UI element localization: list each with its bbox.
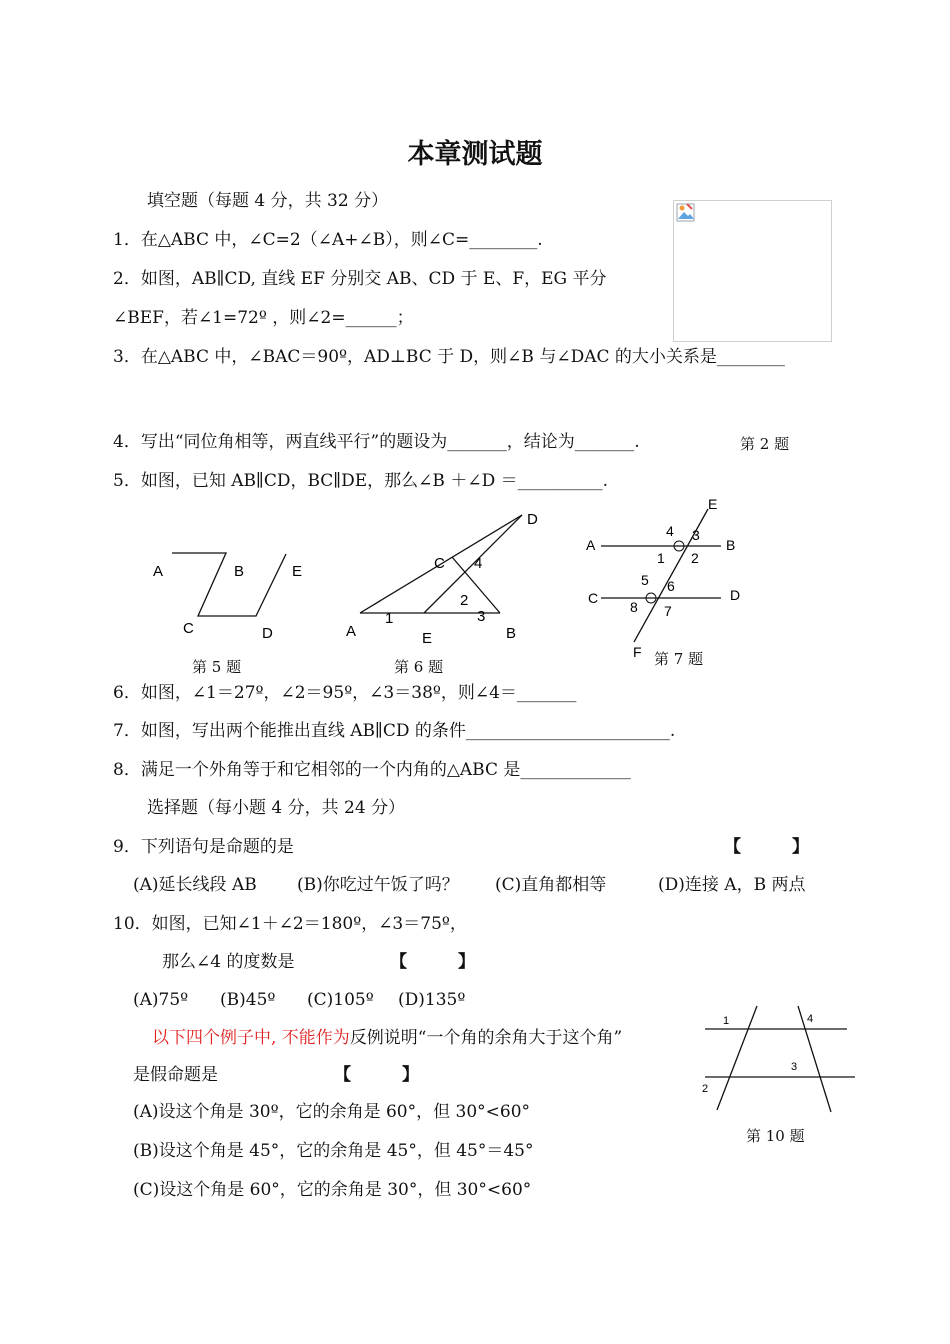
question-10-option-c: (C)105º	[307, 990, 374, 1010]
question-11-answer-bracket: 【 】	[334, 1065, 419, 1085]
fig7-label-c: C	[588, 590, 599, 606]
question-1: 1．在△ABC 中，∠C=2（∠A+∠B），则∠C=________.	[113, 230, 543, 250]
question-10-line1: 10．如图，已知∠1＋∠2＝180º，∠3＝75º，	[113, 914, 467, 934]
question-10-answer-bracket: 【 】	[390, 952, 475, 972]
figure-2-caption: 第 2 题	[740, 435, 790, 453]
fig10-label-2: 2	[702, 1083, 709, 1095]
question-8: 8．满足一个外角等于和它相邻的一个内角的△ABC 是_____________	[113, 760, 631, 780]
question-2-line2: ∠BEF，若∠1=72º ，则∠2=______；	[113, 308, 414, 328]
fig7-label-a: A	[586, 537, 596, 553]
question-3: 3．在△ABC 中，∠BAC＝90º，AD⊥BC 于 D，则∠B 与∠DAC 的大小关系是________	[113, 347, 785, 367]
fig10-transversal-right	[798, 1006, 831, 1112]
figure-10-caption: 第 10 题	[746, 1127, 805, 1145]
question-9-option-c: (C)直角都相等	[495, 875, 607, 895]
figure-7-caption: 第 7 题	[654, 650, 704, 668]
fig7-label-1: 1	[657, 550, 665, 566]
fig7-label-b: B	[726, 537, 736, 553]
fig7-label-8: 8	[630, 599, 638, 615]
question-11-line2: 是假命题是	[133, 1065, 218, 1085]
broken-image-icon	[676, 203, 696, 223]
fig5-zigzag-line	[172, 553, 286, 616]
question-9: 9．下列语句是命题的是	[113, 837, 294, 857]
page-title: 本章测试题	[407, 139, 543, 170]
question-11-text: 反例说明“一个角的余角大于这个角”	[349, 1028, 623, 1048]
question-10-option-d: (D)135º	[398, 990, 466, 1010]
question-7: 7．如图，写出两个能推出直线 AB∥CD 的条件________________________.	[113, 721, 676, 741]
fig6-label-e: E	[422, 630, 433, 647]
fig6-label-1: 1	[385, 610, 394, 627]
fig6-label-a: A	[346, 623, 357, 640]
section-choice-heading: 选择题（每小题 4 分，共 24 分）	[147, 798, 406, 818]
fig6-label-4: 4	[474, 555, 483, 572]
figure-6-caption: 第 6 题	[394, 658, 444, 676]
figure-5-diagram	[140, 540, 320, 650]
fig10-label-1: 1	[723, 1015, 730, 1027]
fig7-label-5: 5	[641, 572, 649, 588]
fig7-label-d: D	[730, 587, 741, 603]
fig5-label-d: D	[262, 625, 273, 642]
question-5: 5．如图，已知 AB∥CD，BC∥DE，那么∠B ＋∠D ＝__________.	[113, 471, 609, 491]
fig7-label-2: 2	[691, 550, 699, 566]
figure-7-diagram	[578, 492, 748, 662]
question-2-line1: 2．如图，AB∥CD, 直线 EF 分别交 AB、CD 于 E、F，EG 平分	[113, 269, 607, 289]
fig6-label-d: D	[527, 511, 538, 528]
question-11-line1	[152, 1027, 622, 1049]
figure-10-diagram	[695, 1000, 865, 1120]
fig7-label-7: 7	[664, 603, 672, 619]
figure-6-diagram	[340, 505, 550, 650]
fig5-label-b: B	[234, 563, 245, 580]
fig5-label-c: C	[183, 620, 194, 637]
question-11-option-a: (A)设这个角是 30º，它的余角是 60°，但 30°<60°	[133, 1102, 531, 1122]
fig10-label-3: 3	[791, 1061, 798, 1073]
question-9-option-b: (B)你吃过午饭了吗？	[297, 875, 459, 895]
fig10-label-4: 4	[807, 1013, 814, 1025]
fig5-label-a: A	[153, 563, 164, 580]
figure-2-image	[673, 200, 832, 342]
fig6-label-b: B	[506, 625, 517, 642]
question-11-red-text: 以下四个例子中, 不能作为	[152, 1028, 350, 1048]
fig6-label-c: C	[434, 555, 445, 572]
question-4: 4．写出“同位角相等，两直线平行”的题设为_______，结论为_______.	[113, 432, 640, 452]
question-11-option-c: (C)设这个角是 60°，它的余角是 30°，但 30°<60°	[133, 1180, 532, 1200]
fig7-label-e: E	[708, 496, 718, 512]
fig7-label-f: F	[633, 644, 642, 660]
question-9-answer-bracket: 【 】	[724, 837, 809, 857]
fig6-label-2: 2	[460, 592, 469, 609]
question-10-line2: 那么∠4 的度数是	[162, 952, 295, 972]
fig7-label-6: 6	[667, 578, 675, 594]
question-11-option-b: (B)设这个角是 45°，它的余角是 45°，但 45°＝45°	[133, 1141, 534, 1161]
fig5-label-e: E	[292, 563, 303, 580]
question-10-option-b: (B)45º	[220, 990, 276, 1010]
fig6-label-3: 3	[477, 608, 486, 625]
question-9-option-a: (A)延长线段 AB	[133, 875, 257, 895]
fig7-label-4: 4	[666, 523, 674, 539]
fig7-label-3: 3	[692, 527, 700, 543]
question-6: 6．如图，∠1＝27º，∠2＝95º，∠3＝38º，则∠4＝_______	[113, 683, 577, 703]
figure-5-caption: 第 5 题	[192, 658, 242, 676]
question-9-option-d: (D)连接 A，B 两点	[658, 875, 806, 895]
section-fill-blank-heading: 填空题（每题 4 分，共 32 分）	[147, 191, 389, 211]
question-10-option-a: (A)75º	[133, 990, 189, 1010]
